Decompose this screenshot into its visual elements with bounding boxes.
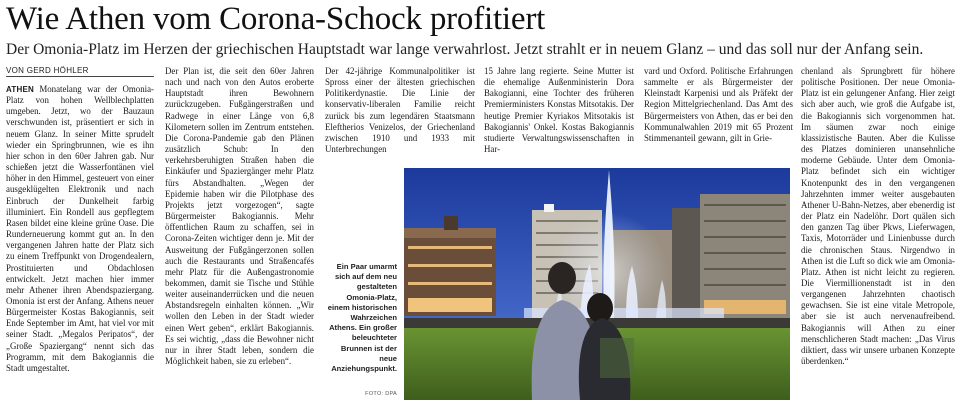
- article-column-5: [644, 66, 793, 158]
- column-text-2: Der Plan ist, die seit den 60er Jahren nach und nach von den Autos eroberte Hauptstadt ihren Bewohnern zurückzugeben. Fußgängerstraßen und Radwege in einer Länge von 6,8 Kilometern sollen im Zentrum entstehen. Die Corona-Pandemie gab den Plänen zusätzlich Schub: In den verkehrsberuhigten Straßen haben die Einkäufer und Spaziergänger mehr Platz fürs Abstandhalten. „Wegen der Epidemie haben wir die Pilotphase des Projekts jetzt vorgezogen“, sagte Bürgermeister Bakogiannis. Mehr öffentlichen Raum zu schaffen, sei in Corona-Zeiten wichtiger denn je. Mit der Ausweitung der Fußgängerzonen sollen auch die Restaurants und Straßencafés mehr Platz für die Außengastronomie bekommen, damit sie Tische und Stühle weiter auseinanderrücken und die neuen Abstandsregeln einhalten können. „Wir wollen den Leben in der Stadt wieder einen Wert geben“, erklärt Bakogiannis. Es sei wichtig, „dass die Bewohner nicht nur in ihrer Stadt leben, sondern die Möglichkeit haben, sie zu erleben“.: [165, 66, 314, 367]
- subheadline: Der Omonia-Platz im Herzen der griechischen Hauptstadt war lange verwahrlost. Jetzt strahlt er in neuem Glanz – und das soll nur der Anfang sein.: [6, 41, 924, 58]
- article-column-2: [165, 66, 314, 396]
- headline: Wie Athen vom Corona-Schock profitiert: [6, 1, 546, 37]
- article-column-4: [484, 66, 634, 158]
- article-column-6: [801, 66, 955, 406]
- dateline: ATHEN: [6, 85, 34, 94]
- column-text-1: Monatelang war der Omonia-Platz von hohen Wellblechplatten umgeben. Jetzt, wo der Bauzaun verschwunden ist, präsentiert er sich in neuem Glanz. In seiner Mitte sprudelt wieder ein Springbrunnen, wie es ihn hier schon in den 60er Jahren gab. Nur schießen jetzt die Wasserfontänen viel höher in den Himmel, gesteuert von einer ausgeklügelten Elektronik und nach Einbruch der Dunkelheit farbig illuminiert. Ein Rondell aus gepflegtem Rasen bildet eine kleine grüne Oase. Die Runderneuerung kommt gut an. In den vergangenen Jahren hatte der Platz sich zu einem Treffpunkt von Drogendealern, Prostituierten und Obdachlosen entwickelt. Jetzt machen hier immer mehr Athener ihren Abendspaziergang. Omonia ist erst der Anfang. Athens neuer Bürgermeister Kostas Bakogiannis, seit Ende September im Amt, hat viel vor mit seiner Stadt. „Megalos Peripatos“, der „Große Spaziergang“ nennt sich das Programm, mit dem Bakogiannis die Stadt umgestaltet.: [6, 84, 154, 373]
- column-text-4: 15 Jahre lang regierte. Seine Mutter ist die ehemalige Außenministerin Dora Bakogianni, eine Tochter des früheren Premierministers Konstas Mitsotakis. Der heutige Premier Kyriakos Mitsotakis ist Bakogiannis' Onkel. Kostas Bakogiannis studierte Verwaltungswissenschaften in Har-: [484, 66, 634, 155]
- column-text-3: Der 42-jährige Kommunalpolitiker ist Spross einer der ältesten griechischen Politikerdynastie. Die Linie der konservativ-liberalen Familie reicht zurück bis zum legendären Staatsmann Eleftherios Venizelos, der Griechenland zwischen 1910 und 1933 mit Unterbrechungen: [325, 66, 475, 155]
- article-column-3: [325, 66, 475, 158]
- article-photo: [404, 168, 790, 400]
- photo-credit: FOTO: DPA: [365, 391, 397, 397]
- photo-scene-illustration: [404, 168, 790, 400]
- article-column-1: [6, 84, 154, 408]
- column-text-6: chenland als Sprungbrett für höhere politische Positionen. Der neue Omonia-Platz ist ein gelungener Anfang. Hier zeigt sich aber auch, wie groß die Aufgabe ist, die Bakogiannis sich vorgenommen hat. Im säumen zwar noch einige klassizistische Bauten. Aber die Kulisse des Platzes dominieren unansehnliche moderne Gebäude. Unter dem Omonia-Platz befindet sich ein wichtiger Knotenpunkt des in den vergangenen Jahrzehnten immer weiter ausgebauten Athener U-Bahn-Netzes, aber ebenerdig ist der Platz ein Nadelöhr. Dort quälen sich den ganzen Tag über Pkws, Lieferwagen, Taxis, Motorräder und Linienbusse durch die chronischen Staus. Nirgendwo in Athen ist die Luft so dick wie am Omonia-Platz. Athen ist nicht leicht zu regieren. Die Viermillionenstadt ist in den vergangenen Jahrzehnten chaotisch gewachsen. Sie ist eine vitale Metropole, aber sie ist auch nervenaufreibend. Bakogiannis will Athen zu einer menschlicheren Stadt machen: „Das Virus diktiert, dass wir unsere urbanen Konzepte überdenken.“: [801, 66, 955, 367]
- column-text-5: vard und Oxford. Politische Erfahrungen sammelte er als Bürgermeister der Kleinstadt Karpenisi und als Präfekt der Region Mittelgriechenland. Das Amt des Bürgermeisters von Athen, das er bei den Kommunalwahlen 2019 mit 65 Prozent Stimmenanteil gewann, gilt in Grie-: [644, 66, 793, 143]
- photo-caption: Ein Paar umarmt sich auf dem neu gestalteten Omonia-Platz, einem historischen Wahrzeichen Athens. Ein großer beleuchteter Brunnen ist der neue Anziehungspunkt.: [327, 262, 397, 374]
- byline: VON GERD HÖHLER: [6, 66, 154, 77]
